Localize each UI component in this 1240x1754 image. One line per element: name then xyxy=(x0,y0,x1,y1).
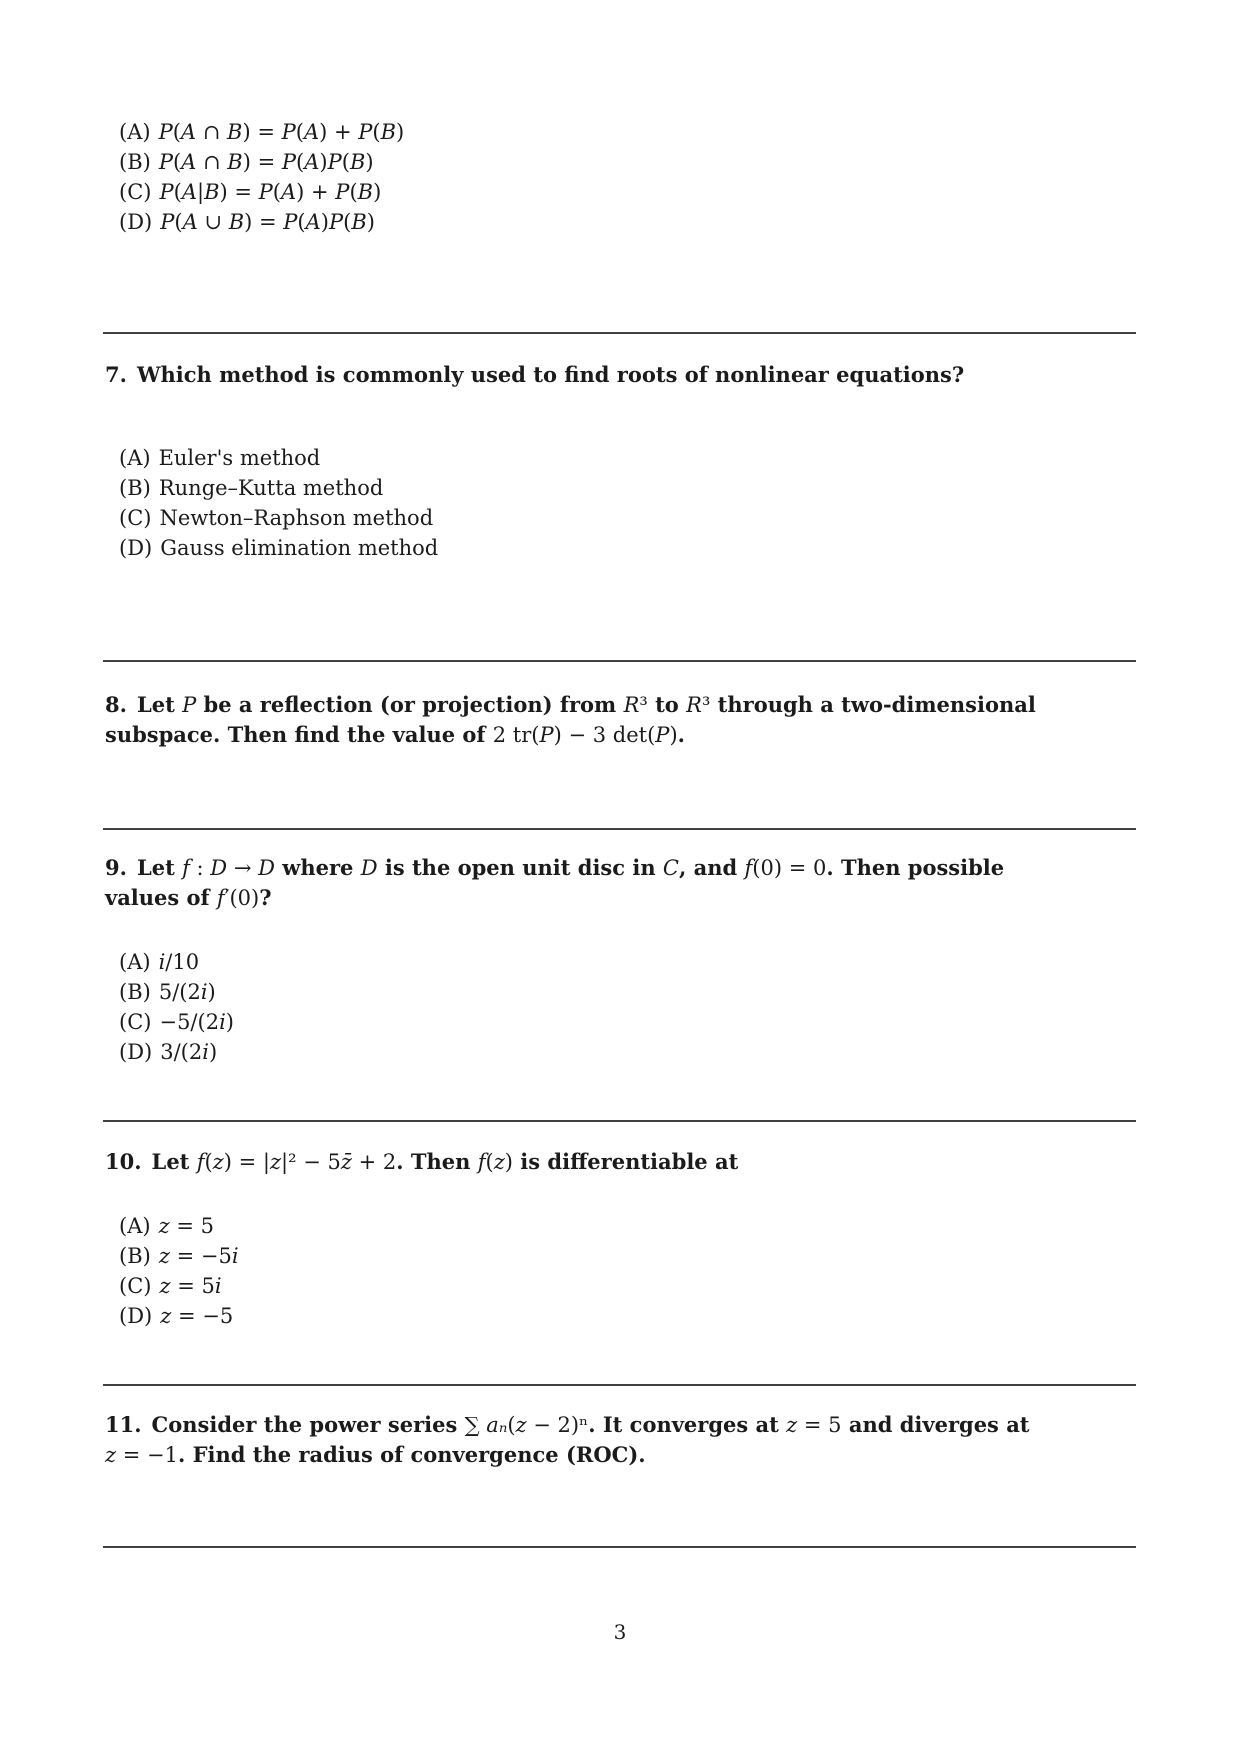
question-number: 10. xyxy=(105,1149,142,1174)
option-line xyxy=(119,473,1151,503)
divider-rule xyxy=(103,660,1136,662)
option-line xyxy=(119,177,1151,207)
question-text-line xyxy=(105,1410,1137,1440)
divider-rule xyxy=(103,1384,1136,1386)
option-line xyxy=(119,1007,1151,1037)
option-text: −5/(2i) xyxy=(159,1010,234,1034)
option-text: 3/(2i) xyxy=(160,1040,218,1064)
question-number: 7. xyxy=(105,362,127,387)
question-7-options xyxy=(119,443,1151,563)
option-text: i/10 xyxy=(158,950,200,974)
option-line xyxy=(119,1271,1151,1301)
page-number: 3 xyxy=(613,1620,627,1644)
question-10 xyxy=(105,1147,1137,1177)
question-text: values of f′(0)? xyxy=(105,885,272,910)
question-text-line xyxy=(105,1147,1137,1177)
option-label: (B) xyxy=(119,476,151,500)
option-label: (B) xyxy=(119,150,151,174)
option-label: (A) xyxy=(119,446,151,470)
option-text: z = 5i xyxy=(159,1274,222,1298)
option-line xyxy=(119,207,1151,237)
question-text: Which method is commonly used to find roots of nonlinear equations? xyxy=(136,362,965,387)
question-text-line xyxy=(105,1440,1137,1470)
question-7 xyxy=(105,360,1137,390)
option-label: (D) xyxy=(119,536,153,560)
option-line xyxy=(119,947,1151,977)
option-line xyxy=(119,147,1151,177)
option-label: (A) xyxy=(119,1214,151,1238)
question-9 xyxy=(105,853,1137,913)
question-text-line xyxy=(105,883,1137,913)
question-text: z = −1. Find the radius of convergence (ROC). xyxy=(105,1442,646,1467)
option-text: z = −5i xyxy=(158,1244,239,1268)
question-6-options xyxy=(119,117,1151,237)
option-text: Newton–Raphson method xyxy=(159,506,434,530)
option-text: z = −5 xyxy=(160,1304,234,1328)
option-label: (A) xyxy=(119,950,151,974)
option-line xyxy=(119,443,1151,473)
option-text: P(A|B) = P(A) + P(B) xyxy=(159,180,382,204)
option-label: (D) xyxy=(119,1040,153,1064)
option-line xyxy=(119,1241,1151,1271)
option-text: 5/(2i) xyxy=(158,980,216,1004)
divider-rule xyxy=(103,1120,1136,1122)
option-label: (C) xyxy=(119,1274,152,1298)
divider-rule xyxy=(103,828,1136,830)
question-10-options xyxy=(119,1211,1151,1331)
option-text: Gauss elimination method xyxy=(160,536,439,560)
question-8 xyxy=(105,690,1137,750)
option-text: P(A ∩ B) = P(A)P(B) xyxy=(158,150,374,174)
option-text: P(A ∪ B) = P(A)P(B) xyxy=(160,210,375,234)
question-text: subspace. Then find the value of 2 tr(P) − 3 det(P). xyxy=(105,722,685,747)
option-label: (A) xyxy=(119,120,151,144)
option-label: (D) xyxy=(119,1304,153,1328)
option-text: z = 5 xyxy=(158,1214,214,1238)
question-number: 8. xyxy=(105,692,127,717)
option-text: Euler's method xyxy=(158,446,321,470)
divider-rule xyxy=(103,332,1136,334)
question-9-options xyxy=(119,947,1151,1067)
question-text-line xyxy=(105,360,1137,390)
question-text-line xyxy=(105,690,1137,720)
option-text: Runge–Kutta method xyxy=(158,476,384,500)
option-label: (B) xyxy=(119,980,151,1004)
option-label: (C) xyxy=(119,180,152,204)
question-text: Let f : D → D where D is the open unit disc in C, and f(0) = 0. Then possible xyxy=(136,855,1005,880)
question-text: Let P be a reflection (or projection) from R³ to R³ through a two-dimensional xyxy=(136,692,1036,717)
option-line xyxy=(119,977,1151,1007)
option-text: P(A ∩ B) = P(A) + P(B) xyxy=(158,120,405,144)
option-line xyxy=(119,1037,1151,1067)
option-label: (C) xyxy=(119,506,152,530)
option-line xyxy=(119,503,1151,533)
divider-rule xyxy=(103,1546,1136,1548)
option-line xyxy=(119,533,1151,563)
option-line xyxy=(119,1301,1151,1331)
question-number: 9. xyxy=(105,855,127,880)
question-text: Consider the power series ∑ aₙ(z − 2)ⁿ. It converges at z = 5 and diverges at xyxy=(151,1412,1030,1437)
question-number: 11. xyxy=(105,1412,142,1437)
option-line xyxy=(119,1211,1151,1241)
question-text-line xyxy=(105,853,1137,883)
question-text-line xyxy=(105,720,1137,750)
option-label: (C) xyxy=(119,1010,152,1034)
question-text: Let f(z) = |z|² − 5z̄ + 2. Then f(z) is differentiable at xyxy=(151,1149,739,1174)
option-line xyxy=(119,117,1151,147)
option-label: (B) xyxy=(119,1244,151,1268)
option-label: (D) xyxy=(119,210,153,234)
question-11 xyxy=(105,1410,1137,1470)
